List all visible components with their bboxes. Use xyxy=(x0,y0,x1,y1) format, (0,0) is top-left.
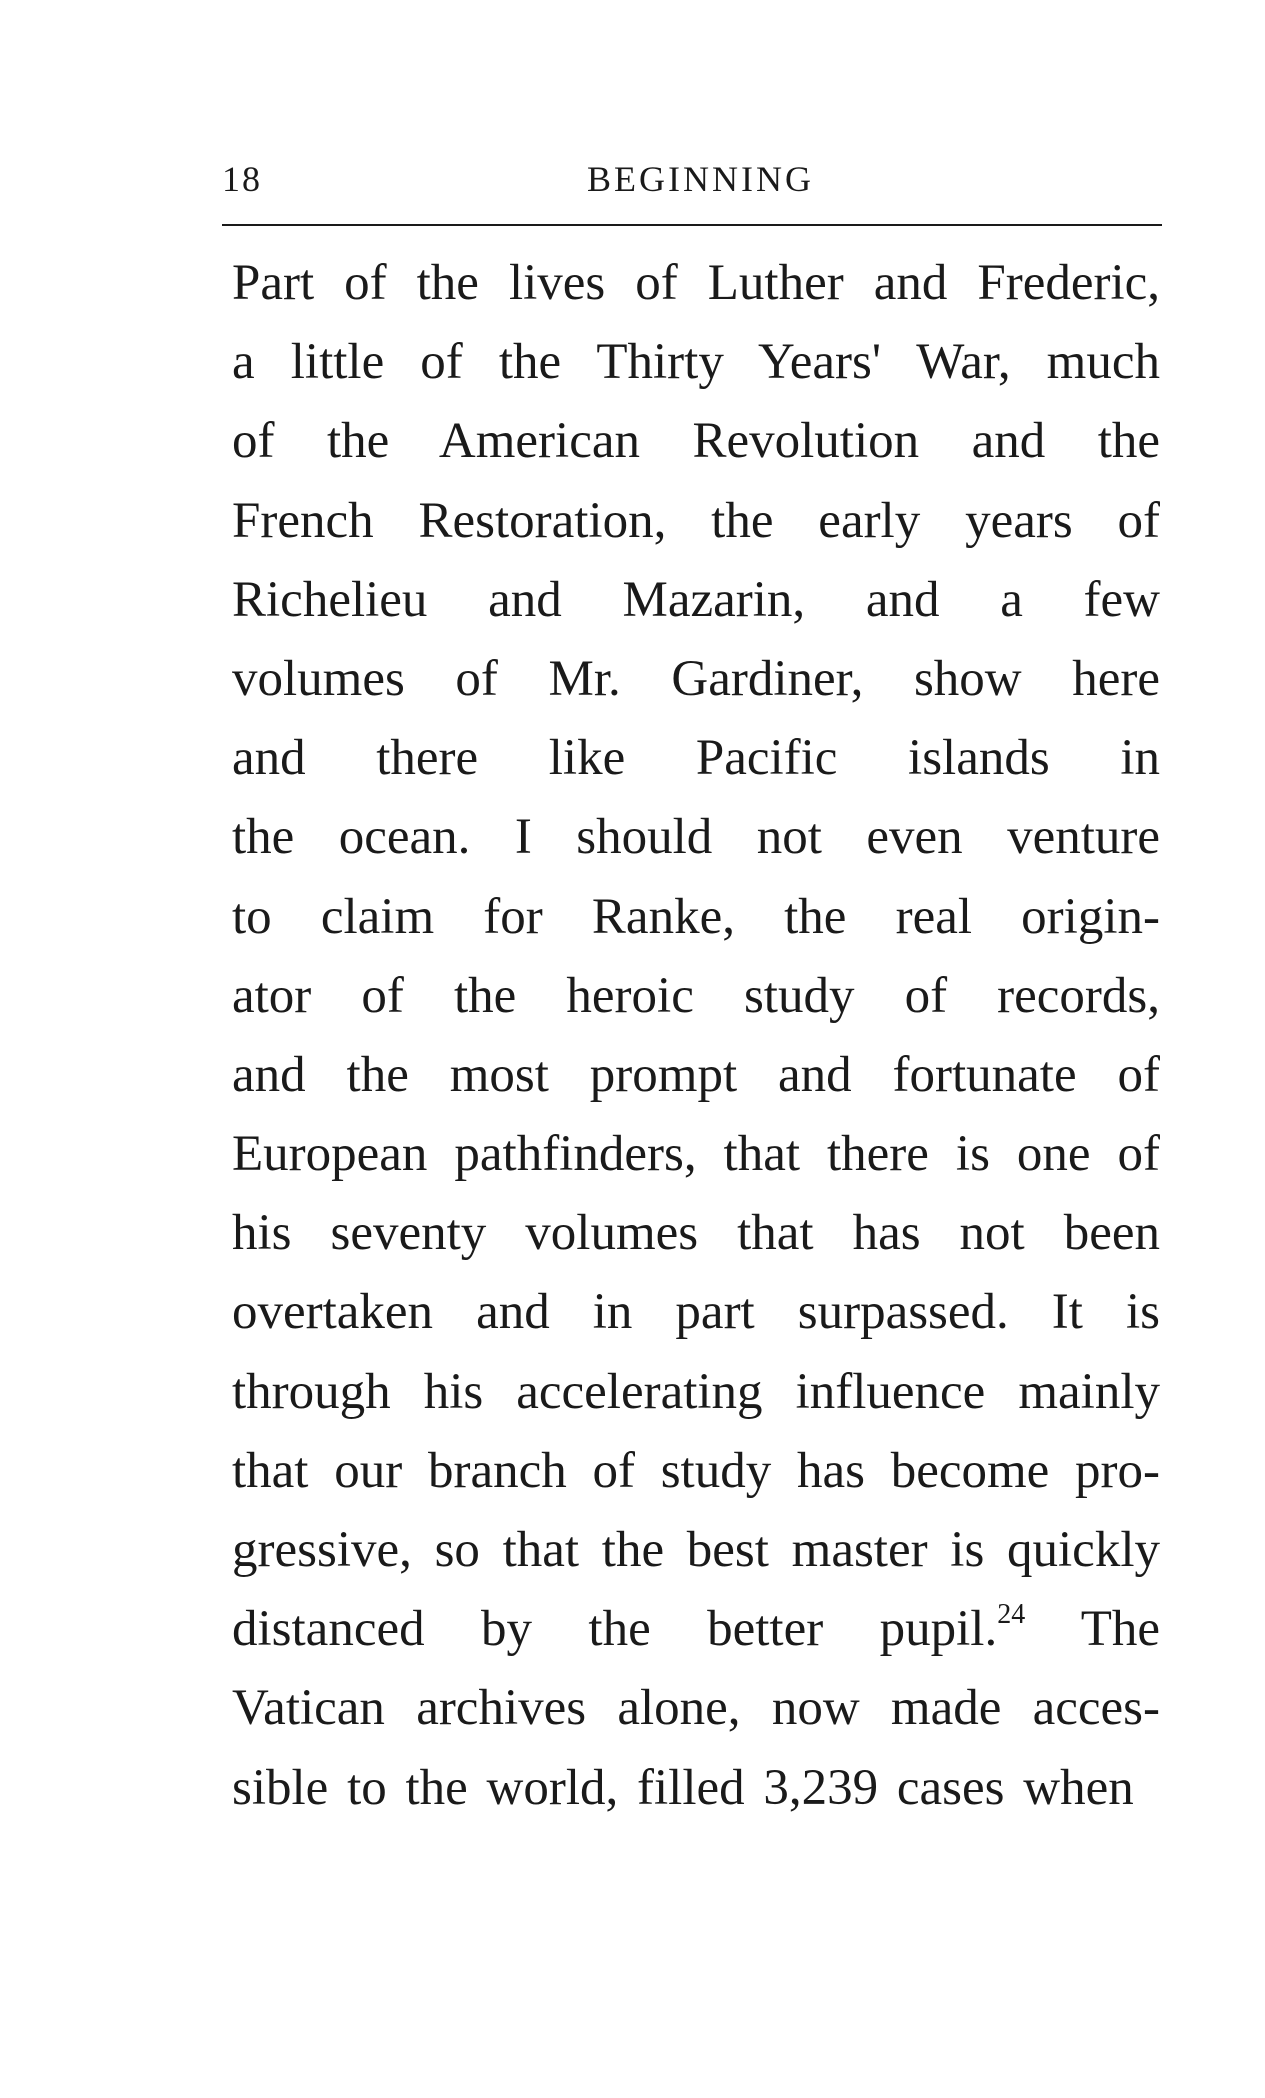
text-line: overtaken and in part surpassed. It is xyxy=(232,1284,1160,1341)
text-line: that our branch of study has become pro- xyxy=(232,1442,1160,1499)
text-line: gressive, so that the best master is quickly xyxy=(232,1522,1160,1578)
text-line: his seventy volumes that has not been xyxy=(232,1205,1160,1262)
text-line: of the American Revolution and the xyxy=(232,413,1160,470)
text-line: a little of the Thirty Years' War, much xyxy=(232,334,1160,391)
footnote-reference: 24 xyxy=(997,1599,1026,1631)
text-line: the ocean. I should not even venture xyxy=(232,809,1160,866)
text-line: through his accelerating influence mainly xyxy=(232,1363,1160,1420)
text-line-end: The xyxy=(1080,1601,1160,1658)
text-line-start: distanced by the better pupil. xyxy=(232,1601,998,1658)
text-line: Richelieu and Mazarin, and a few xyxy=(232,571,1160,628)
text-line: Vatican archives alone, now made acces- xyxy=(232,1680,1160,1737)
text-line: sible to the world, filled 3,239 cases when xyxy=(232,1759,1134,1816)
page-number: 18 xyxy=(222,159,262,199)
running-title: BEGINNING xyxy=(587,159,814,199)
body-text xyxy=(232,244,1160,1828)
text-line: to claim for Ranke, the real origin- xyxy=(232,888,1160,945)
text-line: and there like Pacific islands in xyxy=(232,730,1160,787)
text-line: volumes of Mr. Gardiner, show here xyxy=(232,650,1160,707)
text-line: and the most prompt and fortunate of xyxy=(232,1046,1160,1103)
running-head xyxy=(222,158,1162,208)
text-line-with-footnote xyxy=(232,1590,1160,1669)
text-line: French Restoration, the early years of xyxy=(232,492,1160,549)
header-rule xyxy=(222,224,1162,226)
text-line: European pathfinders, that there is one of xyxy=(232,1126,1160,1183)
text-line: ator of the heroic study of records, xyxy=(232,967,1160,1024)
text-line: Part of the lives of Luther and Frederic, xyxy=(232,255,1160,311)
